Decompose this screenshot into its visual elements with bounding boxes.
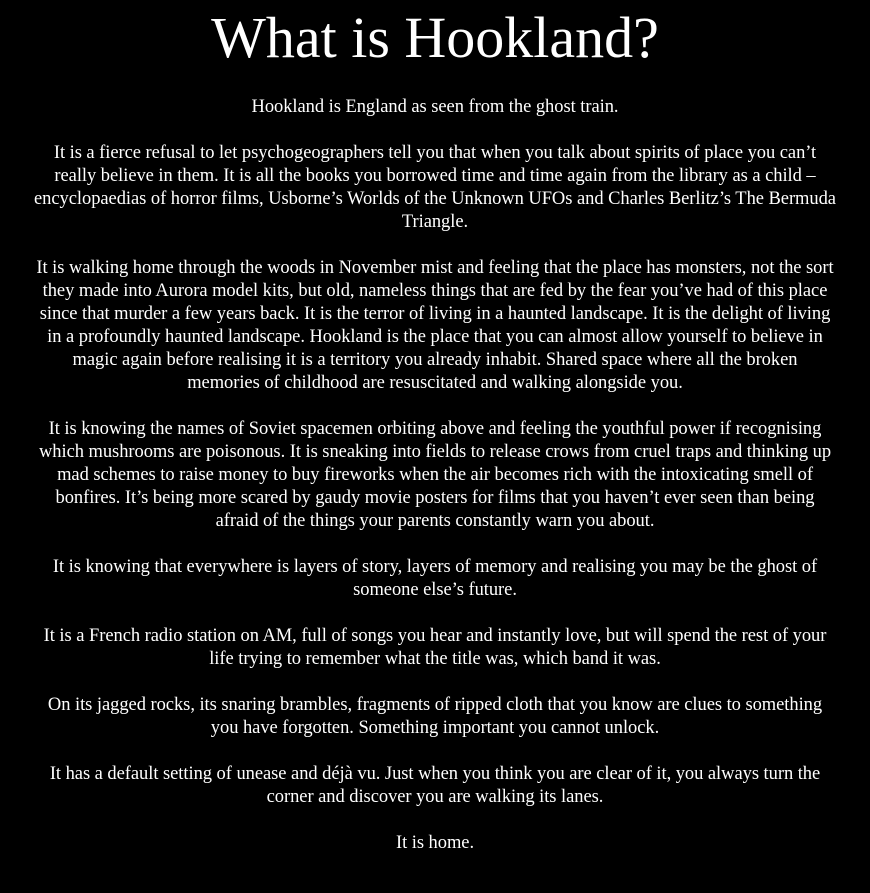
paragraph-psychogeographers: It is a fierce refusal to let psychogeographers tell you that when you talk about spirits of place you can’t really believe in them. It is all the books you borrowed time and time again from the library as a child – encyclopaedias of horror films, Usborne’s Worlds of the Unknown UFOs and Charles Berlitz’s The Bermuda Triangle. (34, 143, 836, 232)
paragraph-french-radio: It is a French radio station on AM, full of songs you hear and instantly love, but will spend the rest of your life trying to remember what the title was, which band it was. (43, 626, 827, 669)
paragraph-layers-of-story: It is knowing that everywhere is layers of story, layers of memory and realising you may be the ghost of someone else’s future. (52, 557, 818, 600)
paragraph-ghost-train: Hookland is England as seen from the ghost train. (251, 97, 619, 117)
paragraph-jagged-rocks: On its jagged rocks, its snaring brambles, fragments of ripped cloth that you know are clues to something you have forgotten. Something important you cannot unlock. (47, 695, 823, 738)
paragraph-home: It is home. (395, 833, 475, 853)
paragraph-soviet-spacemen: It is knowing the names of Soviet spacemen orbiting above and feeling the youthful power if recognising which mushrooms are poisonous. It is sneaking into fields to release crows from cruel traps and thinking up mad schemes to raise money to buy fireworks when the air becomes rich with the intoxicating smell of bonfires. It’s being more scared by gaudy movie posters for films that you haven’t ever seen than being afraid of the things your parents constantly warn you about. (38, 419, 832, 531)
page-title: What is Hookland? (211, 5, 659, 70)
paragraph-woods-mist: It is walking home through the woods in November mist and feeling that the place has monsters, not the sort they made into Aurora model kits, but old, nameless things that are fed by the fear you’ve had of this place since that murder a few years back. It is the terror of living in a haunted landscape. It is the delight of living in a profoundly haunted landscape. Hookland is the place that you can almost allow yourself to believe in magic again before realising it is a territory you already inhabit. Shared space where all the broken memories of childhood are resuscitated and walking alongside you. (36, 258, 834, 393)
paragraph-deja-vu: It has a default setting of unease and déjà vu. Just when you think you are clear of it, you always turn the corner and discover you are walking its lanes. (49, 764, 821, 807)
